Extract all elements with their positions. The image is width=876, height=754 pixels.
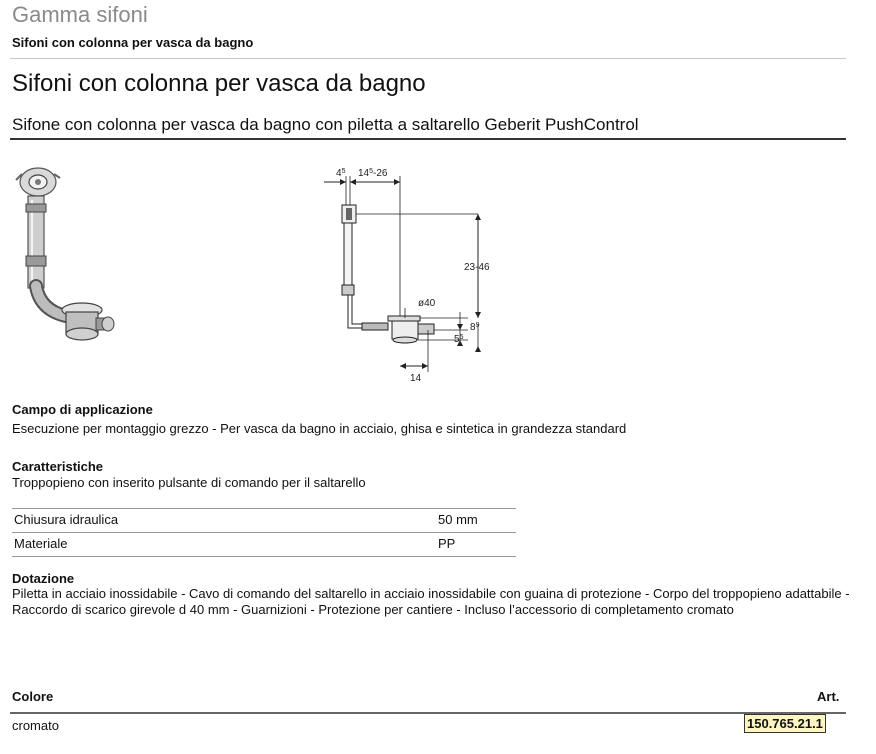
section-text-caratteristiche: Troppopieno con inserito pulsante di comando per il saltarello (12, 475, 366, 490)
spec-label: Materiale (14, 536, 68, 551)
page-title: Sifoni con colonna per vasca da bagno (12, 70, 426, 97)
dim-label-bottom: 14 (410, 373, 422, 384)
section-text-dotazione: Piletta in acciaio inossidabile - Cavo di comando del saltarello in acciaio inossidabile con guaina di protezione - Corpo del troppopieno adattabile - Raccordo di scarico girevole d 40 mm - Guarnizioni - Protezione per cantiere - Incluso l’accessorio di completamento cromato (12, 586, 850, 617)
dim-label-diameter: ø40 (418, 298, 436, 309)
product-title-underline (10, 138, 846, 140)
article-number[interactable]: 150.765.21.1 (744, 714, 826, 733)
category-title: Gamma sifoni (12, 2, 148, 27)
table-header-art: Art. (817, 689, 840, 704)
table-cell-colore: cromato (12, 718, 59, 733)
spec-row (12, 533, 516, 557)
dim-label-height: 23-46 (464, 262, 490, 273)
overflow-head-icon (16, 168, 60, 196)
table-header-colore: Colore (12, 689, 54, 704)
dimension-drawing (318, 160, 498, 385)
spec-row (12, 508, 516, 533)
corrugated-hose-icon (36, 286, 66, 316)
section-text-campo: Esecuzione per montaggio grezzo - Per vasca da bagno in acciaio, ghisa e sintetica in grandezza standard (12, 421, 627, 436)
spec-label: Chiusura idraulica (14, 512, 119, 527)
drain-trap-icon (62, 303, 114, 340)
spec-table (12, 508, 516, 557)
header-divider (10, 58, 846, 59)
section-title-dotazione: Dotazione (12, 571, 75, 586)
dim-label-top-a: $4^5$ (336, 168, 346, 179)
breadcrumb[interactable]: Sifoni con colonna per vasca da bagno (12, 35, 254, 50)
table-header-rule (10, 712, 846, 714)
spec-value: PP (438, 536, 456, 551)
product-photo (10, 160, 122, 360)
product-title: Sifone con colonna per vasca da bagno con piletta a saltarello Geberit PushControl (12, 115, 639, 134)
vertical-pipe-icon (26, 196, 46, 288)
section-title-caratteristiche: Caratteristiche (12, 459, 104, 474)
dim-label-d: $8^9$ (470, 322, 480, 333)
spec-value: 50 mm (438, 512, 478, 527)
dim-label-c: $5^5$ (454, 334, 464, 345)
dim-label-top-b: $14^5-26$ (358, 168, 388, 179)
section-title-campo: Campo di applicazione (12, 402, 153, 417)
